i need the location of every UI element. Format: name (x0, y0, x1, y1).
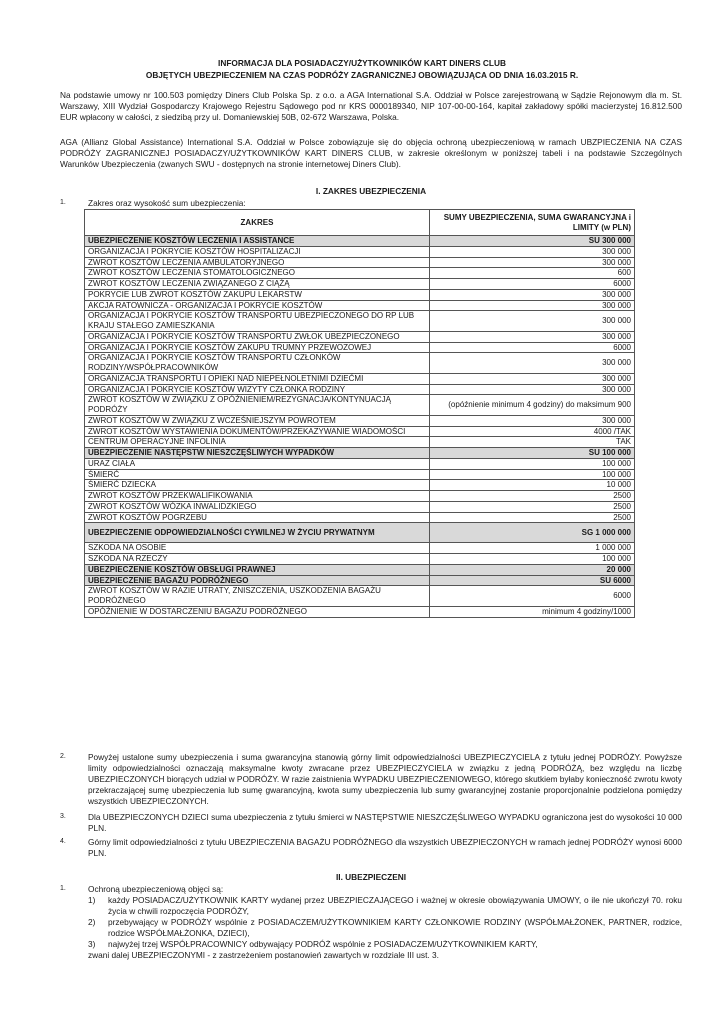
table-cell-value: SG 1 000 000 (430, 523, 635, 543)
table-row (85, 426, 635, 437)
table-section-row (85, 575, 635, 586)
table-row (85, 384, 635, 395)
table-cell-value: 600 (430, 268, 635, 279)
table-row (85, 257, 635, 268)
table-cell-label: ŚMIERĆ (85, 469, 430, 480)
table-cell-label: UBEZPIECZENIE ODPOWIEDZIALNOŚCI CYWILNEJ W ŻYCIU PRYWATNYM (85, 523, 430, 543)
table-row (85, 311, 635, 332)
table-row (85, 480, 635, 491)
header-sums: SUMY UBEZPIECZENIA, SUMA GWARANCYJNA i LIMITY (w PLN) (430, 210, 635, 236)
table-cell-label: OPÓŹNIENIE W DOSTARCZENIU BAGAŻU PODRÓŻNEGO (85, 606, 430, 617)
table-row (85, 353, 635, 374)
sub-item-2 (88, 917, 682, 939)
table-row (85, 491, 635, 502)
document-title (60, 57, 664, 81)
table-cell-label: ZWROT KOSZTÓW PRZEKWALIFIKOWANIA (85, 491, 430, 502)
table-cell-label: UBEZPIECZENIE KOSZTÓW LECZENIA I ASSISTANCE (85, 236, 430, 247)
title-line-2: OBJĘTYCH UBEZPIECZENIEM NA CZAS PODRÓŻY ZAGRANICZNEJ OBOWIĄZUJĄCA OD DNIA 16.03.2015 R. (145, 70, 579, 81)
table-cell-value: 2500 (430, 491, 635, 502)
table-cell-label: UBEZPIECZENIE KOSZTÓW OBSŁUGI PRAWNEJ (85, 564, 430, 575)
item-text: Zakres oraz wysokość sum ubezpieczenia: (88, 198, 246, 208)
table-cell-value: 300 000 (430, 311, 635, 332)
table-cell-value: TAK (430, 437, 635, 448)
table-cell-label: ZWROT KOSZTÓW W ZWIĄZKU Z WCZEŚNIEJSZYM POWROTEM (85, 415, 430, 426)
intro-paragraph-2: AGA (Allianz Global Assistance) International S.A. Oddział w Polsce zobowiązuje się do objęcia ochroną ubezpieczeniową w ramach UBZPIECZENIA NA CZAS PODRÓŻY ZAGRANICZNEJ POSIADACZY/UŻYTKOWNIKÓW KART DINERS CLUB, w zakresie określonym w poniższej tabeli i na podstawie Szczególnych Warunków Ubezpieczenia (zwanych SWU - dostępnych na stronie internetowej Diners Club). (60, 137, 682, 169)
note-text: Powyżej ustalone sumy ubezpieczenia i suma gwarancyjna stanowią górny limit odpowiedzialności UBEZPIECZYCIELA z tytułu jednej PODRÓŻY. Powyższe limity odpowiedzialności oznaczają maksymalne kwoty zwracane przez UBEZPIECZYCIELA w związku z jedną PODRÓŻĄ, bez względu na liczbę UBEZPIECZONYCH biorących udział w PODRÓŻY. W razie zaistnienia WYPADKU UBEZPIECZENIOWEGO, którego skutkiem byłaby konieczność zwrotu kwoty przekraczającej sumę ubezpieczenia lub sumę gwarancyjną, kwota sumy ubezpieczenia lub sumy gwarancyjnej zostanie proporcjonalnie podzielona pomiędzy wszystkich UBEZPIECZONYCH. (88, 752, 683, 806)
table-cell-label: ORGANIZACJA I POKRYCIE KOSZTÓW WIZYTY CZŁONKA RODZINY (85, 384, 430, 395)
sub-number: 2) (88, 916, 96, 927)
table-cell-label: ORGANIZACJA I POKRYCIE KOSZTÓW ZAKUPU TRUMNY PRZEWOZOWEJ (85, 342, 430, 353)
table-cell-value: 4000 /TAK (430, 426, 635, 437)
table-cell-label: ORGANIZACJA I POKRYCIE KOSZTÓW HOSPITALIZACJI (85, 246, 430, 257)
note-3 (60, 812, 682, 834)
table-section-row (85, 564, 635, 575)
table-cell-value: SU 6000 (430, 575, 635, 586)
table-row (85, 342, 635, 353)
table-row (85, 268, 635, 279)
table-cell-value: 2500 (430, 501, 635, 512)
item-intro: Ochroną ubezpieczeniową objęci są: (88, 884, 224, 894)
note-4 (60, 837, 682, 859)
table-cell-label: ZWROT KOSZTÓW W RAZIE UTRATY, ZNISZCZENIA, USZKODZENIA BAGAŻU PODRÓŻNEGO (85, 586, 430, 607)
table-cell-label: ZWROT KOSZTÓW LECZENIA AMBULATORYJNEGO (85, 257, 430, 268)
table-row (85, 501, 635, 512)
table-cell-value: SU 300 000 (430, 236, 635, 247)
table-cell-value: 20 000 (430, 564, 635, 575)
section-2-item-1 (60, 884, 682, 961)
table-cell-label: ZWROT KOSZTÓW WÓZKA INWALIDZKIEGO (85, 501, 430, 512)
table-cell-value: 300 000 (430, 257, 635, 268)
table-cell-value: 100 000 (430, 458, 635, 469)
table-cell-value: 300 000 (430, 289, 635, 300)
coverage-table (84, 209, 635, 618)
item-number: 1. (60, 199, 66, 206)
table-row (85, 373, 635, 384)
sub-text: każdy POSIADACZ/UŻYTKOWNIK KARTY wydanej przez UBEZPIECZAJĄCEGO i ważnej w okresie obowiązywania UMOWY, o ile nie ukończył 70. roku życia w chwili rozpoczęcia PODRÓŻY, (108, 894, 682, 916)
table-cell-label: CENTRUM OPERACYJNE INFOLINIA (85, 437, 430, 448)
table-cell-value: 100 000 (430, 469, 635, 480)
table-cell-value: 1 000 000 (430, 543, 635, 554)
section-2-heading: II. UBEZPIECZENI (335, 872, 407, 882)
sub-text: przebywający w PODRÓŻY wspólnie z POSIADACZEM/UŻYTKOWNIKIEM KARTY CZŁONKOWIE RODZINY (WSPÓŁMAŁŻONEK, PARTNER, rodzice, rodzice WSPÓŁMAŁŻONKA, DZIECI), (108, 916, 682, 938)
table-cell-value: SU 100 000 (430, 448, 635, 459)
table-row (85, 415, 635, 426)
item-text (88, 884, 682, 961)
note-text: Górny limit odpowiedzialności z tytułu UBEZPIECZENIA BAGAŻU PODRÓŻNEGO dla wszystkich UBEZPIECZONYCH w ramach jednej PODRÓŻY wynosi 6000 PLN. (88, 837, 682, 858)
table-cell-value: 300 000 (430, 353, 635, 374)
note-2 (60, 752, 682, 807)
table-row (85, 331, 635, 342)
table-row (85, 300, 635, 311)
table-row (85, 606, 635, 617)
table-row (85, 279, 635, 290)
table-row (85, 246, 635, 257)
note-number: 4. (60, 838, 66, 845)
table-cell-value: (opóźnienie minimum 4 godziny) do maksimum 900 (430, 395, 635, 416)
table-cell-value: 6000 (430, 586, 635, 607)
table-header-row (85, 210, 635, 236)
table-cell-label: SZKODA NA RZECZY (85, 554, 430, 565)
title-line-1: INFORMACJA DLA POSIADACZY/UŻYTKOWNIKÓW KART DINERS CLUB (218, 58, 506, 68)
note-text: Dla UBEZPIECZONYCH DZIECI suma ubezpieczenia z tytułu śmierci w NASTĘPSTWIE NIESZCZĘŚLIWEGO WYPADKU ograniczona jest do wysokości 10 000 PLN. (88, 812, 682, 833)
table-row (85, 469, 635, 480)
section-1-heading: I. ZAKRES UBEZPIECZENIA (315, 186, 427, 196)
table-cell-value: 300 000 (430, 331, 635, 342)
sub-item-1 (88, 895, 682, 917)
sub-number: 1) (88, 894, 96, 905)
table-row (85, 586, 635, 607)
table-cell-value: 300 000 (430, 384, 635, 395)
table-row (85, 395, 635, 416)
item-number: 1. (60, 885, 66, 892)
table-cell-label: ORGANIZACJA I POKRYCIE KOSZTÓW TRANSPORTU UBEZPIECZONEGO DO RP LUB KRAJU STAŁEGO ZAMIESZKANIA (85, 311, 430, 332)
table-cell-value: 6000 (430, 279, 635, 290)
sub-number: 3) (88, 938, 96, 949)
table-cell-value: 2500 (430, 512, 635, 523)
table-cell-label: SZKODA NA OSOBIE (85, 543, 430, 554)
table-cell-value: 300 000 (430, 300, 635, 311)
table-cell-label: AKCJA RATOWNICZA - ORGANIZACJA I POKRYCIE KOSZTÓW (85, 300, 430, 311)
table-cell-value: 10 000 (430, 480, 635, 491)
table-cell-label: ORGANIZACJA TRANSPORTU I OPIEKI NAD NIEPEŁNOLETNIMI DZIEĆMI (85, 373, 430, 384)
table-row (85, 437, 635, 448)
table-cell-label: ORGANIZACJA I POKRYCIE KOSZTÓW TRANSPORTU ZWŁOK UBEZPIECZONEGO (85, 331, 430, 342)
intro-paragraph-1: Na podstawie umowy nr 100.503 pomiędzy Diners Club Polska Sp. z o.o. a AGA International S.A. Oddział w Polsce zarejestrowaną w Sądzie Rejonowym dla m. St. Warszawy, XIII Wydział Gospodarczy Krajowego Rejestru Sądowego pod nr KRS 0000189340, NIP 107-00-00-164, kapitał zakładowy spółki macierzystej 16.812.500 EUR wpłacony w całości, z siedzibą przy ul. Domaniewskiej 50B, 02-672 Warszawa, Polska. (60, 90, 682, 122)
table-cell-label: ZWROT KOSZTÓW POGRZEBU (85, 512, 430, 523)
header-zakres: ZAKRES (85, 210, 430, 236)
closing-line: zwani dalej UBEZPIECZONYMI - z zastrzeżeniem postanowień zawartych w rozdziale III ust. 3. (88, 949, 439, 960)
table-cell-label: UBEZPIECZENIE NASTĘPSTW NIESZCZĘŚLIWYCH WYPADKÓW (85, 448, 430, 459)
note-number: 3. (60, 813, 66, 820)
table-row (85, 289, 635, 300)
table-cell-label: ZWROT KOSZTÓW W ZWIĄZKU Z OPÓŹNIENIEM/REZYGNACJA/KONTYNUACJĄ PODRÓŻY (85, 395, 430, 416)
table-section-row (85, 523, 635, 543)
table-cell-value: 300 000 (430, 246, 635, 257)
table-row (85, 543, 635, 554)
note-number: 2. (60, 753, 66, 760)
table-cell-value: 300 000 (430, 373, 635, 384)
table-cell-label: URAZ CIAŁA (85, 458, 430, 469)
sub-item-3 (88, 939, 682, 950)
table-cell-label: UBEZPIECZENIE BAGAŻU PODRÓŻNEGO (85, 575, 430, 586)
table-row (85, 512, 635, 523)
table-cell-label: ORGANIZACJA I POKRYCIE KOSZTÓW TRANSPORTU CZŁONKÓW RODZINY/WSPÓŁPRACOWNIKÓW (85, 353, 430, 374)
table-row (85, 458, 635, 469)
table-cell-label: ZWROT KOSZTÓW LECZENIA STOMATOLOGICZNEGO (85, 268, 430, 279)
table-cell-label: POKRYCIE LUB ZWROT KOSZTÓW ZAKUPU LEKARSTW (85, 289, 430, 300)
table-cell-label: ZWROT KOSZTÓW WYSTAWIENIA DOKUMENTÓW/PRZEKAZYWANIE WIADOMOŚCI (85, 426, 430, 437)
table-cell-value: 6000 (430, 342, 635, 353)
section-1-item-1 (60, 198, 682, 209)
table-row (85, 554, 635, 565)
table-cell-value: 300 000 (430, 415, 635, 426)
table-section-row (85, 236, 635, 247)
table-cell-value: 100 000 (430, 554, 635, 565)
table-section-row (85, 448, 635, 459)
table-cell-label: ŚMIERĆ DZIECKA (85, 480, 430, 491)
sub-text: najwyżej trzej WSPÓŁPRACOWNICY odbywający PODRÓŻ wspólnie z POSIADACZEM/UŻYTKOWNIKIEM KARTY, (108, 938, 538, 949)
table-cell-label: ZWROT KOSZTÓW LECZENIA ZWIĄZANEGO Z CIĄŻĄ (85, 279, 430, 290)
table-cell-value: minimum 4 godziny/1000 (430, 606, 635, 617)
